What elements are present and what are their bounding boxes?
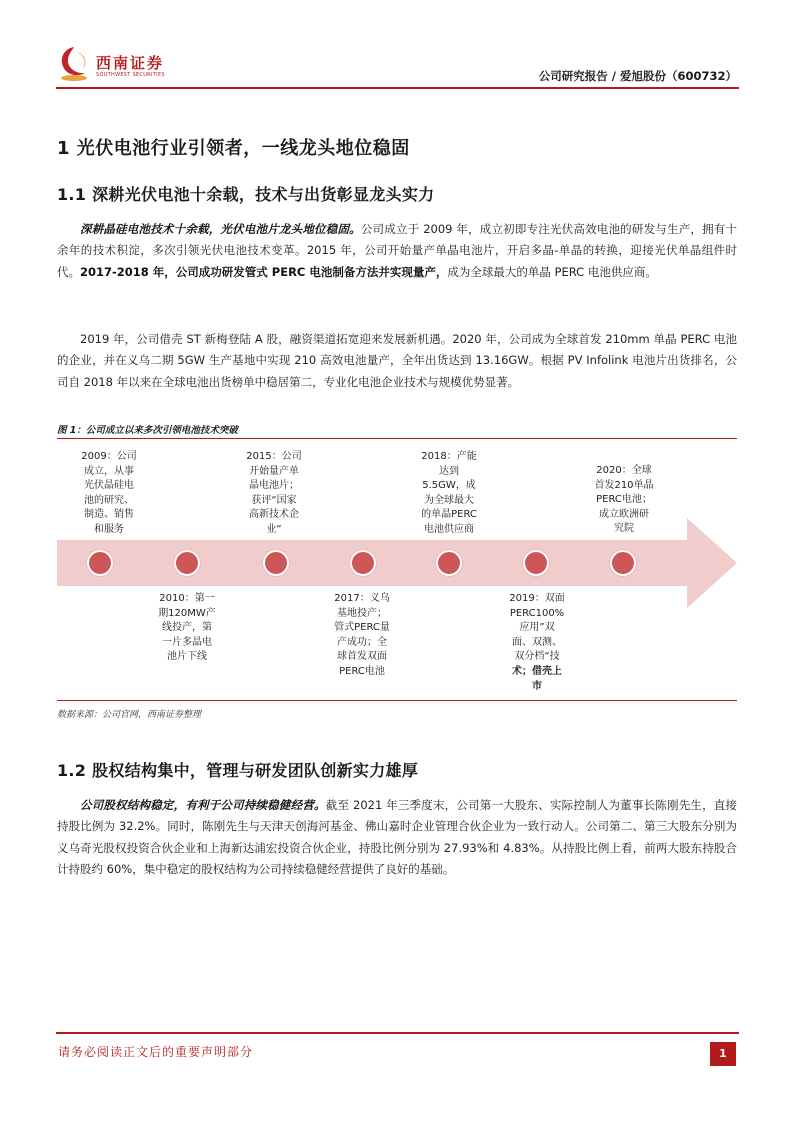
- event-line: 一片多晶电: [162, 636, 212, 648]
- timeline-dot-2018: [436, 550, 462, 576]
- event-line: 2015：公司: [246, 451, 302, 462]
- event-line: 2018：产能: [421, 451, 477, 462]
- paragraph-2: 2019 年，公司借壳 ST 新梅登陆 A 股，融资渠道拓宽迎来发展新机遇。2020 年，公司成为全球首发 210mm 单晶 PERC 电池的企业，并在义乌二期 5GW 生产基地中实现 210 高效电池量产，全年出货达到 13.16GW。根据 PV Infolink 电池片出货排名，公司自 2018 年以来在全球电池出货榜单中稳居第二，专业化电池企业技术与规模优势显著。: [57, 332, 737, 389]
- event-line: 期120MW产: [158, 607, 216, 619]
- event-line: 电池供应商: [424, 523, 474, 535]
- timeline-dot-2020: [610, 550, 636, 576]
- event-line: 管式PERC量: [334, 622, 390, 634]
- logo-subtitle: SOUTHWEST SECURITIES: [96, 72, 165, 78]
- event-line: 达到: [439, 465, 459, 477]
- event-line: 成立欧洲研: [599, 508, 649, 520]
- logo-name: 西南证券: [96, 54, 165, 72]
- event-line: 产成功；全: [337, 636, 387, 648]
- event-line: 5.5GW，成: [422, 480, 476, 492]
- event-line: 为全球最大: [424, 494, 474, 506]
- paragraph-1-tail: 成为全球最大的单晶 PERC 电池供应商。: [447, 264, 657, 279]
- event-line: 双分档“技: [514, 651, 560, 663]
- timeline-dot-2015: [263, 550, 289, 576]
- event-line: 市: [532, 680, 542, 692]
- event-line: PERC电池；: [596, 494, 652, 506]
- timeline-event-2019: [490, 592, 584, 694]
- paragraph-3-lead: 公司股权结构稳定，有利于公司持续稳健经营。: [80, 798, 326, 812]
- event-line: 2020：全球: [596, 465, 652, 476]
- timeline-dot-2017: [350, 550, 376, 576]
- event-line: PERC电池: [339, 665, 385, 677]
- timeline-event-2015: [229, 450, 319, 538]
- logo-emblem-icon: [56, 44, 92, 84]
- paragraph-1-lead: 深耕晶硅电池技术十余载，光伏电池片龙头地位稳固。: [80, 222, 361, 236]
- event-line: PERC100%: [509, 607, 565, 619]
- event-line: 业”: [266, 523, 282, 535]
- event-line: 基地投产；: [337, 607, 387, 619]
- event-line: 术；借壳上: [512, 665, 562, 677]
- timeline-dot-2010: [174, 550, 200, 576]
- company-logo: [56, 44, 176, 86]
- event-line: 2019：双面: [509, 593, 565, 604]
- report-header-title: 公司研究报告 / 爱旭股份（600732）: [538, 69, 737, 83]
- event-line: 获评“国家: [251, 494, 297, 506]
- event-line: 应用”双: [519, 622, 555, 634]
- event-line: 成立，从事: [84, 465, 134, 477]
- event-line: 2010：第一: [159, 593, 215, 604]
- timeline-event-2010: [142, 592, 232, 665]
- timeline-dot-2019: [523, 550, 549, 576]
- event-line: 球首发双面: [337, 651, 387, 663]
- event-line: 首发210单晶: [594, 479, 654, 491]
- event-line: 2017：义乌: [334, 593, 390, 604]
- header-divider: [56, 87, 739, 89]
- event-line: 面、双测、: [512, 636, 562, 648]
- timeline-event-2018: [402, 450, 496, 538]
- event-line: 池片下线: [167, 651, 207, 663]
- figure-bottom-rule: [57, 700, 737, 701]
- event-line: 和服务: [94, 523, 124, 535]
- timeline-dot-2009: [87, 550, 113, 576]
- footer-disclaimer: 请务必阅读正文后的重要声明部分: [58, 1045, 254, 1059]
- event-line: 线投产，第: [162, 622, 212, 634]
- timeline-event-2009: [64, 450, 154, 538]
- event-line: 晶电池片；: [249, 480, 299, 492]
- event-line: 制造、销售: [84, 509, 134, 521]
- paragraph-3-text: 截至 2021 年三季度末，公司第一大股东、实际控制人为董事长陈刚先生，直接持股比例为 32.2%。同时，陈刚先生与天津天创海河基金、佛山嘉时企业管理合伙企业为一致行动人。公司第二、第三大股东分别为义乌奇光股权投资合伙企业和上海新达浦宏投资合伙企业，持股比例分别为 27.93%和 4.83%。从持股比例上看，前两大股东持股合计持股约 60%，集中稳定的股权结构为公司持续稳健经营提供了良好的基础。: [57, 798, 737, 876]
- figure-1-source: 数据来源：公司官网，西南证券整理: [57, 710, 202, 720]
- section-1-1-title: 1.1 深耕光伏电池十余载，技术与出货彰显龙头实力: [57, 185, 435, 204]
- figure-1-caption: 图 1：公司成立以来多次引领电池技术突破: [57, 425, 238, 436]
- event-line: 高新技术企: [249, 509, 299, 521]
- page-number: 1: [710, 1042, 736, 1066]
- paragraph-3: [57, 795, 737, 880]
- timeline-event-2020: [576, 464, 672, 537]
- footer-divider: [56, 1032, 739, 1034]
- event-line: 开始量产单: [249, 465, 299, 477]
- event-line: 的单晶PERC: [421, 509, 477, 521]
- event-line: 光伏晶硅电: [84, 480, 134, 492]
- paragraph-1: [57, 219, 737, 283]
- section-1-title: 1 光伏电池行业引领者，一线龙头地位稳固: [57, 138, 410, 159]
- paragraph-1-highlight: 2017-2018 年，公司成功研发管式 PERC 电池制备方法并实现量产，: [80, 264, 448, 279]
- event-line: 2009：公司: [81, 451, 137, 462]
- paragraph-1-text: 公司成立于 2009 年，成立初即专注光伏高效电池的研发与生产，拥有十余年的技术积淀，多次引领光伏电池技术变革。2015 年，公司开始量产单晶电池片，开启多晶-单晶的转换，迎接光伏单晶组件时代。: [57, 222, 738, 279]
- figure-top-rule: [57, 438, 737, 439]
- section-1-2-title: 1.2 股权结构集中，管理与研发团队创新实力雄厚: [57, 761, 419, 780]
- event-line: 究院: [614, 523, 634, 535]
- event-line: 池的研究、: [84, 494, 134, 506]
- timeline-event-2017: [316, 592, 408, 680]
